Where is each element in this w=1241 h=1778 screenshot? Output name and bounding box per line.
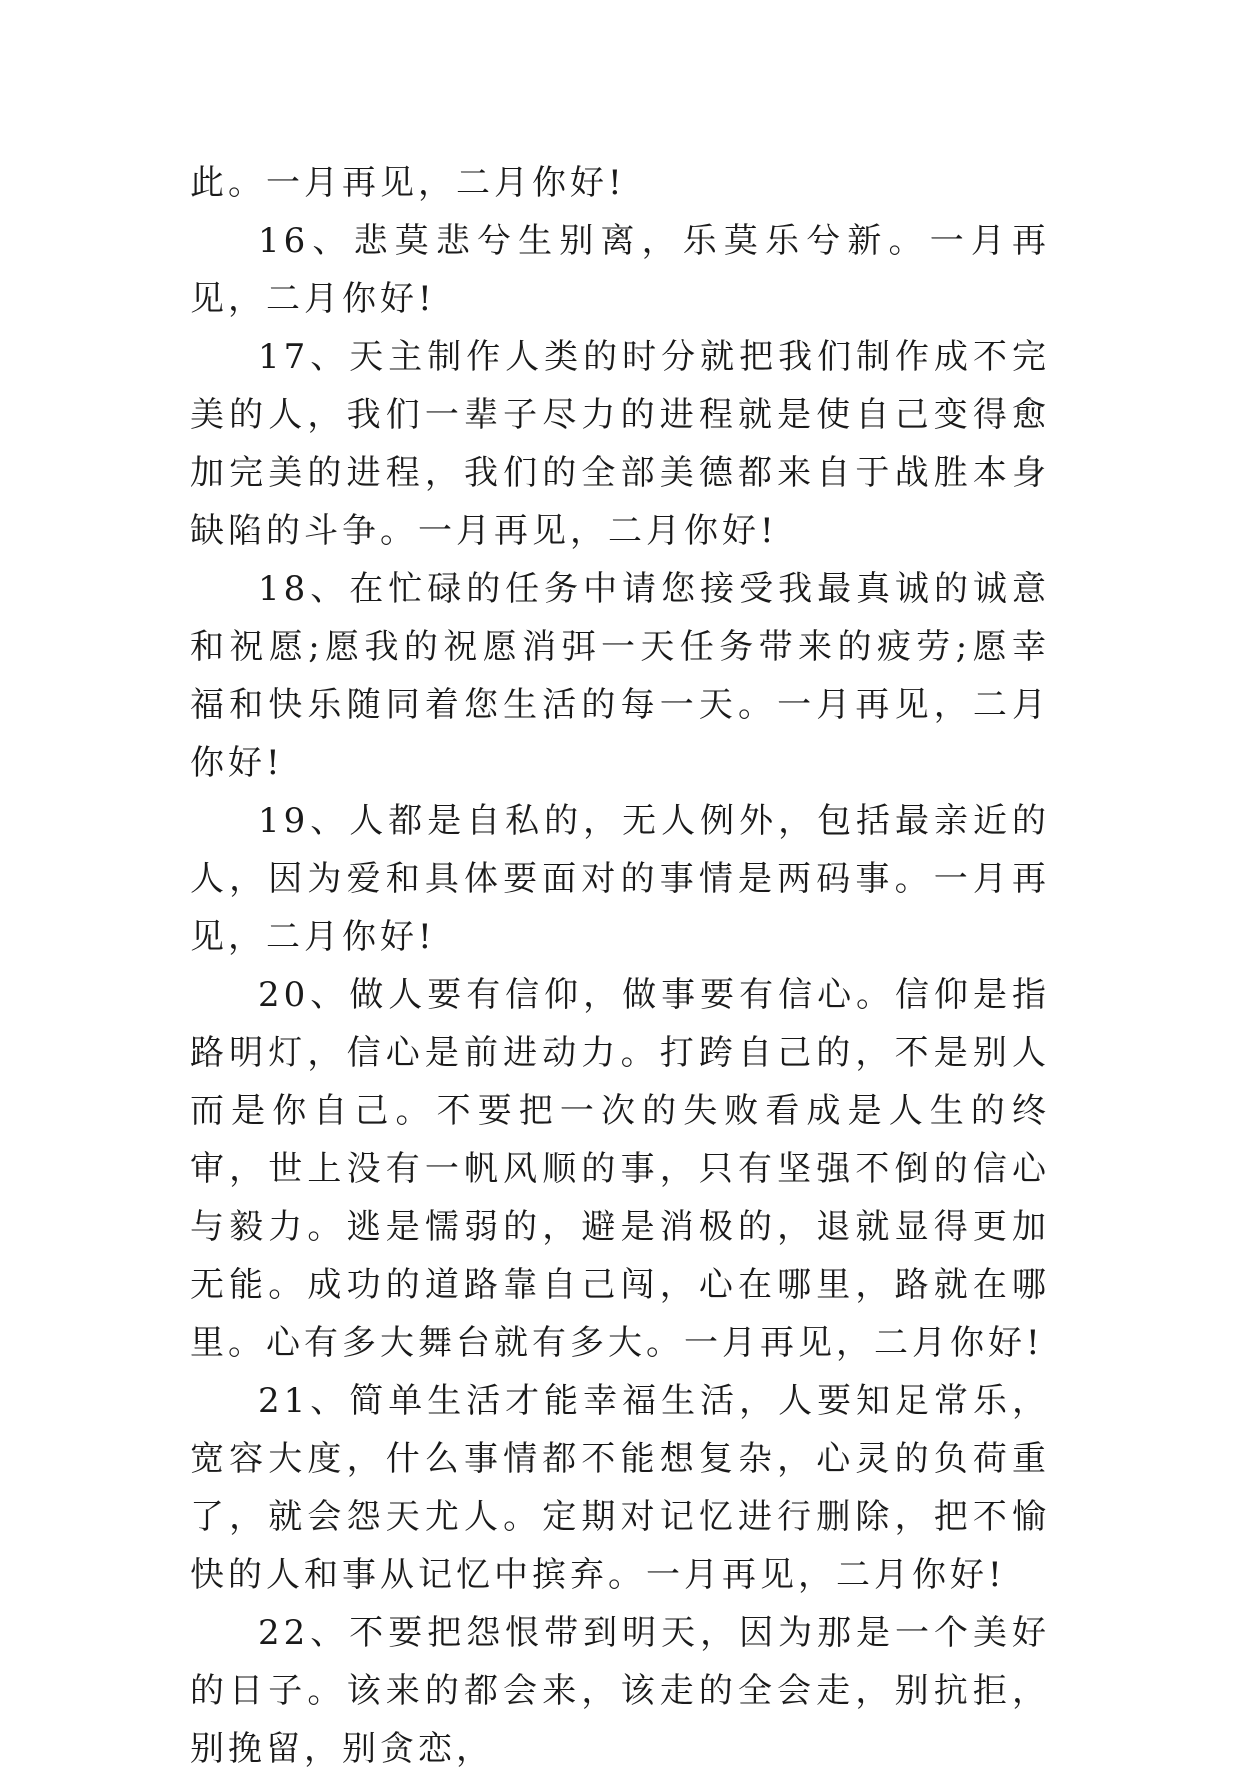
paragraph-continuation: 此。一月再见，二月你好! bbox=[190, 163, 626, 203]
document-body bbox=[190, 154, 1050, 1778]
paragraph-19: 19、人都是自私的，无人例外，包括最亲近的人，因为爱和具体要面对的事情是两码事。一月再见，二月你好! bbox=[190, 801, 1050, 957]
paragraph-22: 22、不要把怨恨带到明天，因为那是一个美好的日子。该来的都会来，该走的全会走，别抗拒，别挽留，别贪恋， bbox=[190, 1613, 1050, 1769]
paragraph-21: 21、简单生活才能幸福生活，人要知足常乐，宽容大度，什么事情都不能想复杂，心灵的负荷重了，就会怨天尤人。定期对记忆进行删除，把不愉快的人和事从记忆中摈弃。一月再见，二月你好! bbox=[190, 1381, 1050, 1595]
paragraph-18: 18、在忙碌的任务中请您接受我最真诚的诚意和祝愿;愿我的祝愿消弭一天任务带来的疲劳;愿幸福和快乐随同着您生活的每一天。一月再见，二月你好! bbox=[190, 569, 1050, 783]
paragraph-16: 16、悲莫悲兮生别离，乐莫乐兮新。一月再见，二月你好! bbox=[190, 221, 1050, 319]
paragraph-20: 20、做人要有信仰，做事要有信心。信仰是指路明灯，信心是前进动力。打跨自己的，不是别人而是你自己。不要把一次的失败看成是人生的终审，世上没有一帆风顺的事，只有坚强不倒的信心与毅力。逃是懦弱的，避是消极的，退就显得更加无能。成功的道路靠自己闯，心在哪里，路就在哪里。心有多大舞台就有多大。一月再见，二月你好! bbox=[190, 975, 1050, 1363]
paragraph-17: 17、天主制作人类的时分就把我们制作成不完美的人，我们一辈子尽力的进程就是使自己变得愈加完美的进程，我们的全部美德都来自于战胜本身缺陷的斗争。一月再见，二月你好! bbox=[190, 337, 1050, 551]
